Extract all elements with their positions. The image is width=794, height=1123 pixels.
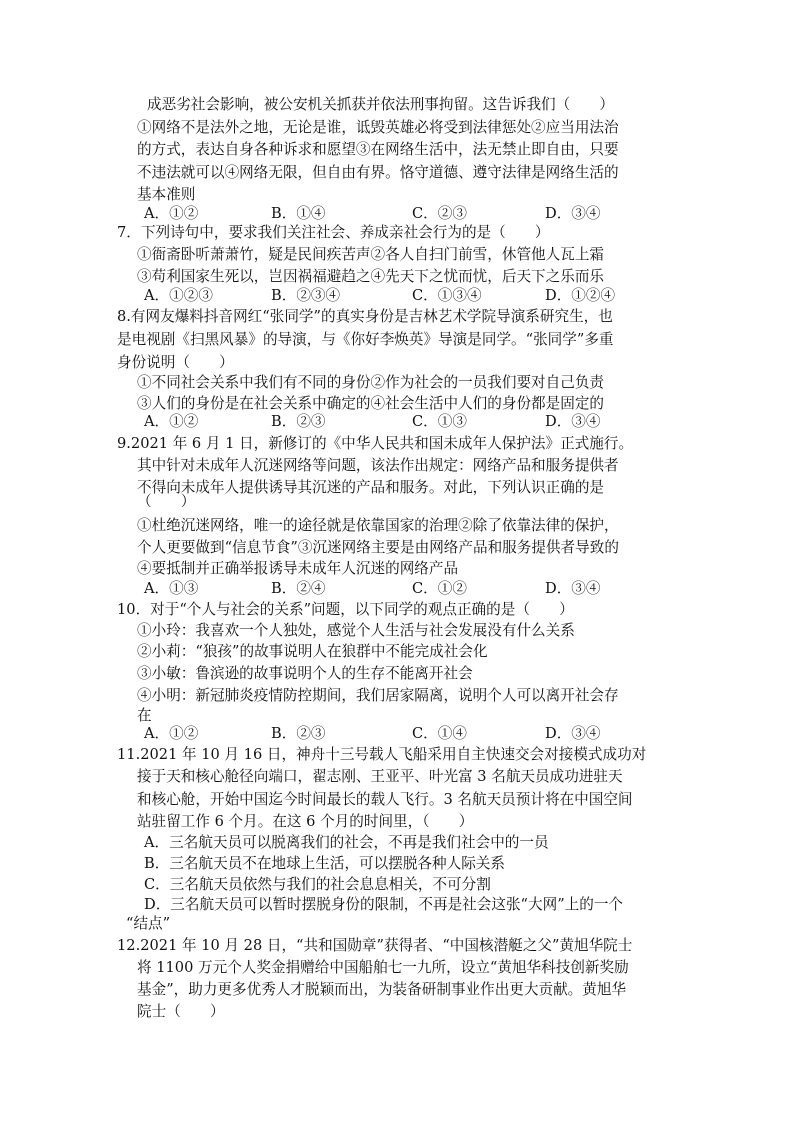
q10-item-4-line-2: 在 bbox=[137, 707, 152, 724]
q7-option-a: A．①②③ bbox=[144, 287, 213, 304]
q12-stem-line-3: 基金”，助力更多优秀人才脱颖而出，为装备研制事业作出更大贡献。黄旭华 bbox=[137, 981, 627, 998]
q11-option-a: A．三名航天员可以脱离我们的社会，不再是我们社会中的一员 bbox=[144, 834, 549, 851]
q9-stem-line-2: 其中针对未成年人沉迷网络等问题，该法作出规定：网络产品和服务提供者 bbox=[137, 457, 619, 474]
q6-option-b: B．①④ bbox=[271, 205, 326, 222]
q11-option-c: C．三名航天员依然与我们的社会息息相关，不可分割 bbox=[144, 876, 491, 893]
q10-item-3: ③小敏：鲁滨逊的故事说明个人的生存不能离开社会 bbox=[137, 665, 473, 682]
q11-stem-line-3: 和核心舱，开始中国迄今时间最长的载人飞行。3 名航天员预计将在中国空间 bbox=[137, 791, 633, 808]
q6-item-line-4: 基本准则 bbox=[137, 186, 196, 203]
q6-item-line-3: 不违法就可以④网络无限，但自由有界。恪守道德、遵守法律是网络生活的 bbox=[137, 164, 619, 181]
q9-item-line-3: ④要抵制并正确举报诱导未成年人沉迷的网络产品 bbox=[137, 560, 459, 577]
q7-option-b: B．②③④ bbox=[271, 287, 341, 304]
q8-option-b: B．②③ bbox=[271, 413, 326, 430]
q9-item-line-2: 个人更要做到“信息节食”③沉迷网络主要是由网络产品和服务提供者导致的 bbox=[137, 539, 619, 556]
q8-item-line-1: ①不同社会关系中我们有不同的身份②作为社会的一员我们要对自己负责 bbox=[137, 374, 605, 391]
q6-option-d: D．③④ bbox=[545, 205, 601, 222]
q9-option-b: B．②④ bbox=[271, 580, 326, 597]
q8-item-line-2: ③人们的身份是在社会关系中确定的④社会生活中人们的身份都是固定的 bbox=[137, 395, 605, 412]
q8-option-a: A．①② bbox=[144, 413, 199, 430]
q11-option-d-line-1: D．三名航天员可以暂时摆脱身份的限制，不再是社会这张“大网”上的一个 bbox=[144, 896, 624, 913]
q11-stem-line-4: 站驻留工作 6 个月。在这 6 个月的时间里，（ ） bbox=[137, 813, 474, 830]
q9-option-a: A．①③ bbox=[144, 580, 199, 597]
q10-option-a: A．①② bbox=[144, 725, 199, 742]
q10-item-2: ②小莉：“狼孩”的故事说明人在狼群中不能完成社会化 bbox=[137, 643, 488, 660]
q9-option-d: D．③④ bbox=[545, 580, 601, 597]
q6-option-a: A．①② bbox=[144, 205, 199, 222]
q7-item-line-2: ③苟利国家生死以，岂因祸福避趋之④先天下之忧而忧，后天下之乐而乐 bbox=[137, 268, 605, 285]
q10-option-d: D．③④ bbox=[545, 725, 601, 742]
q10-option-c: C．①④ bbox=[412, 725, 467, 742]
q7-option-d: D．①②④ bbox=[545, 287, 616, 304]
q11-stem-line-1: 11.2021 年 10 月 16 日，神舟十三号载人飞船采用自主快速交会对接模式成功对 bbox=[117, 746, 647, 763]
q8-stem-line-3: 身份说明（ ） bbox=[117, 354, 234, 371]
q8-stem-line-1: 8.有网友爆料抖音网红“张同学”的真实身份是吉林艺术学院导演系研究生，也 bbox=[117, 308, 613, 325]
q9-option-c: C．①② bbox=[412, 580, 467, 597]
q7-stem: 7．下列诗句中，要求我们关注社会、养成亲社会行为的是（ ） bbox=[117, 224, 550, 241]
q6-option-c: C．②③ bbox=[412, 205, 467, 222]
q10-item-4-line-1: ④小明：新冠肺炎疫情防控期间，我们居家隔离，说明个人可以离开社会存 bbox=[137, 687, 619, 704]
q6-item-line-2: 的方式，表达自身各种诉求和愿望③在网络生活中，法无禁止即自由，只要 bbox=[137, 141, 619, 158]
q8-stem-line-2: 是电视剧《扫黑风暴》的导演，与《你好李焕英》导演是同学。“张同学”多重 bbox=[117, 331, 614, 348]
q7-option-c: C．①③④ bbox=[412, 287, 482, 304]
q10-option-b: B．②③ bbox=[271, 725, 326, 742]
q9-stem-line-3: 不得向未成年人提供诱导其沉迷的产品和服务。对此，下列认识正确的是 bbox=[137, 479, 605, 496]
q11-option-b: B．三名航天员不在地球上生活，可以摆脱各种人际关系 bbox=[144, 855, 505, 872]
q9-stem-line-1: 9.2021 年 6 月 1 日，新修订的《中华人民共和国未成年人保护法》正式施行。 bbox=[117, 435, 634, 452]
q8-option-d: D．③④ bbox=[545, 413, 601, 430]
q9-item-line-1: ①杜绝沉迷网络，唯一的途径就是依靠国家的治理②除了依靠法律的保护， bbox=[137, 517, 619, 534]
q11-option-d-line-2: “结点” bbox=[126, 915, 171, 932]
q12-stem-line-2: 将 1100 万元个人奖金捐赠给中国船舶七一九所，设立“黄旭华科技创新奖励 bbox=[137, 959, 629, 976]
q8-option-c: C．①③ bbox=[412, 413, 467, 430]
q11-stem-line-2: 接于天和核心舱径向端口，翟志刚、王亚平、叶光富 3 名航天员成功进驻天 bbox=[137, 768, 623, 785]
q10-item-1: ①小玲：我喜欢一个人独处，感觉个人生活与社会发展没有什么关系 bbox=[137, 622, 575, 639]
q9-stem-line-4: （ ） bbox=[137, 493, 196, 510]
q6-stem-tail: 成恶劣社会影响，被公安机关抓获并依法刑事拘留。这告诉我们（ ） bbox=[147, 96, 615, 113]
q10-stem: 10．对于“个人与社会的关系”问题，以下同学的观点正确的是（ ） bbox=[117, 601, 574, 618]
q7-item-line-1: ①衙斋卧听萧萧竹，疑是民间疾苦声②各人自扫门前雪，休管他人瓦上霜 bbox=[137, 246, 605, 263]
q6-item-line-1: ①网络不是法外之地，无论是谁，诋毁英雄必将受到法律惩处②应当用法治 bbox=[137, 119, 619, 136]
q12-stem-line-4: 院士（ ） bbox=[137, 1003, 225, 1020]
q12-stem-line-1: 12.2021 年 10 月 28 日，“共和国勋章”获得者、“中国核潜艇之父”黄旭华院士 bbox=[117, 937, 633, 954]
